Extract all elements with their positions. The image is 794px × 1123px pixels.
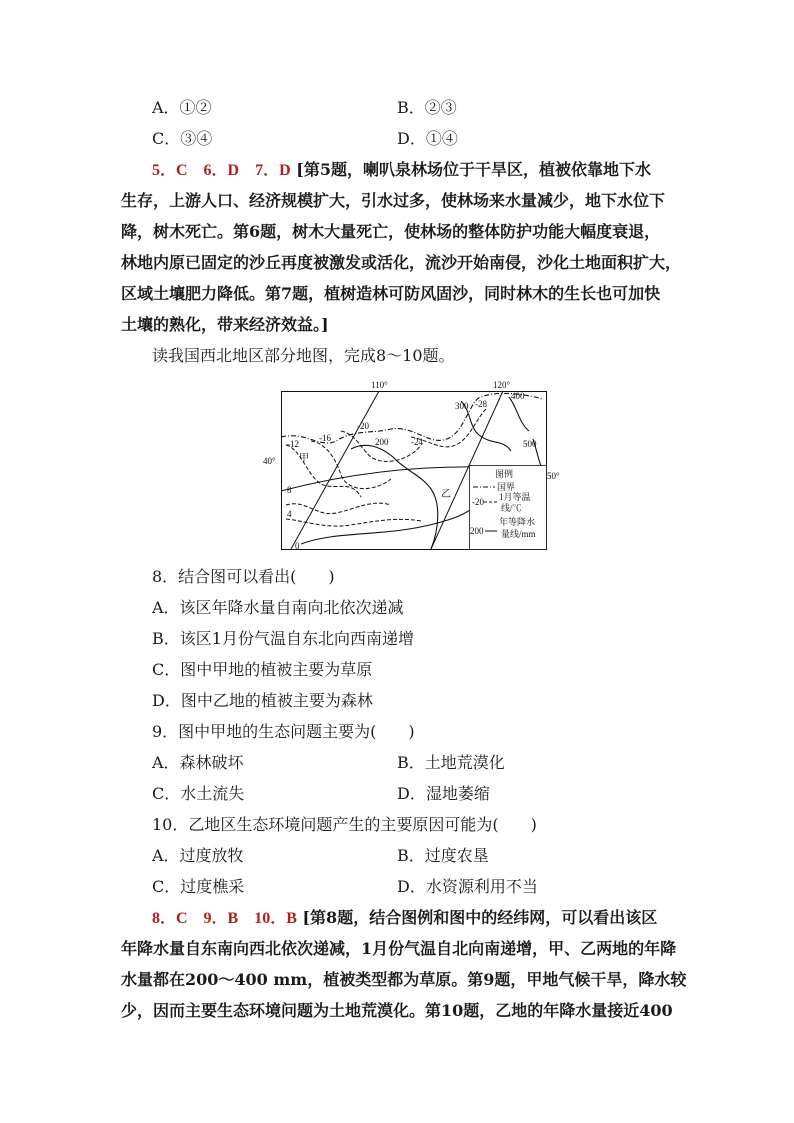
answer-8-10-text-line-2: 年降水量自东南向西北依次递减，1月份气温自北向南递增，甲、乙两地的年降 [121,939,677,958]
q9-option-a: A．森林破坏 [152,753,244,772]
legend-title: 图例 [495,469,514,479]
iso-label: 500 [523,439,537,449]
answer-5-7-text-line-1: [第5题，喇叭泉林场位于干旱区，植被依靠地下水 [296,160,651,179]
answer-5-7-text-line-6: 土壤的熟化，带来经济效益。] [121,315,329,334]
lon-110-label: 110° [371,380,388,390]
q8-option-d: D．图中乙地的植被主要为森林 [152,691,373,710]
q10-option-d: D．水资源利用不当 [397,877,538,896]
q4-option-b: B．②③ [397,98,457,117]
q9-option-c: C．水土流失 [152,784,245,803]
legend-temp-label-1: 1月等温 [499,492,531,502]
q8-option-c: C．图中甲地的植被主要为草原 [152,660,373,679]
q8-option-b: B．该区1月份气温自东北向西南递增 [152,629,414,648]
iso-label: 200 [375,437,389,447]
legend-border: 国界 [497,482,516,492]
q8-stem: 8．结合图可以看出( ) [152,567,335,586]
legend-rain-value: 200 [470,526,484,536]
place-yi: 乙 [441,489,451,500]
q9-option-b: B．土地荒漠化 [397,753,505,772]
q4-option-a: A．①② [152,98,212,117]
iso-label: 400 [511,391,525,401]
legend-rain-label-1: 年等降水 [499,517,536,527]
iso-label: 8 [287,485,292,495]
q9-stem: 9．图中甲地的生态问题主要为( ) [152,722,415,741]
q4-option-c: C．③④ [152,129,213,148]
legend-temp-value: -20 [472,497,484,507]
q9-option-d: D．湿地萎缩 [397,784,490,803]
iso-label: -24 [411,437,423,447]
q4-option-d: D．①④ [397,129,458,148]
iso-label: 0 [295,541,300,551]
answer-8-10-text-line-4: 少，因而主要生态环境问题为土地荒漠化。第10题，乙地的年降水量接近400 [121,1001,673,1020]
answer-5-7-text-line-2: 生存，上游人口、经济规模扩大，引水过多，使林场来水量减少，地下水位下 [121,191,666,210]
northwest-china-map [263,379,560,551]
answer-8-10-text-line-3: 水量都在200～400 mm，植被类型都为草原。第9题，甲地气候干旱，降水较 [121,970,687,989]
lon-120-label: 120° [493,380,511,390]
q10-stem: 10．乙地区生态环境问题产生的主要原因可能为( ) [152,815,537,834]
answer-8-10-text-line-1: [第8题，结合图例和图中的经纬网，可以看出该区 [302,908,658,927]
answer-5-7-text-line-5: 区域土壤肥力降低。第7题，植树造林可防风固沙，同时林木的生长也可加快 [121,284,661,303]
iso-label: 300 [455,401,469,411]
answer-keys-8-10: 8．C 9．B 10．B [152,910,297,927]
answer-5-7-text-line-3: 降，树木死亡。第6题，树木大量死亡，使林场的整体防护功能大幅度衰退， [121,222,661,241]
iso-label: -12 [287,439,299,449]
answer-5-7-first-line [152,160,651,181]
iso-label: -20 [357,421,369,431]
iso-label: -28 [475,399,487,409]
answer-5-7-text-line-4: 林地内原已固定的沙丘再度被激发或活化，流沙开始南侵，沙化土地面积扩大， [121,253,682,272]
q8-option-a: A．该区年降水量自南向北依次递减 [152,598,404,617]
place-jia: 甲 [299,453,309,464]
answer-keys-5-7: 5．C 6．D 7．D [152,162,291,179]
lat-50-label: 50° [547,471,560,481]
q10-option-c: C．过度樵采 [152,877,245,896]
intro-8-10: 读我国西北地区部分地图，完成8～10题。 [152,346,455,365]
map-legend [470,466,547,550]
legend-temp-label-2: 线/℃ [501,503,522,513]
iso-label: 4 [287,509,292,519]
legend-rain-label-2: 量线/mm [501,529,536,539]
iso-label: -16 [319,433,331,443]
q10-option-a: A．过度放牧 [152,846,244,865]
q10-option-b: B．过度农垦 [397,846,489,865]
lat-40-label: 40° [263,456,276,466]
answer-8-10-first-line [152,908,657,929]
